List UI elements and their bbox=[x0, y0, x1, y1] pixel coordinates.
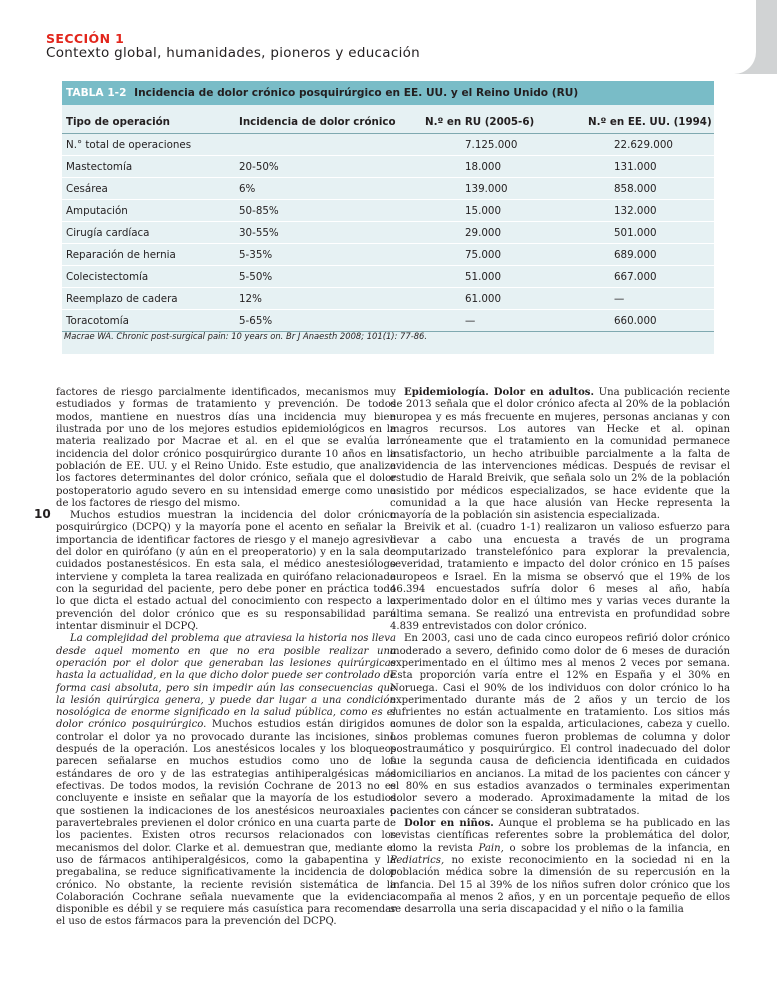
table-cell: Cesárea bbox=[62, 178, 235, 200]
incidence-table-box bbox=[62, 81, 714, 354]
section-heading: Dolor en niños. bbox=[404, 817, 494, 829]
paragraph: Muchos estudios muestran la incidencia del dolor crónico posquirúrgico (DCPQ) y la mayoría pone el acento en señalar la importancia de identificar factores de riesgo y el manejo agresivo del dolor en quirófano (y aún en el preoperatorio) y en la sala de cuidados postanestésicos. En esta sala, el médico anestesiólogo interviene y completa la tarea realizada en quirófano relacionada con la seguridad del paciente, pero debe poner en práctica todo lo que dicta el estado actual del conocimiento con respecto a la prevención del dolor crónico que es su responsabilidad para intentar disminuir el DCPQ. bbox=[56, 510, 396, 632]
paragraph: En 2003, casi uno de cada cinco europeos refirió dolor crónico moderado a severo, definido como dolor de 6 meses de duración experimentado en el último mes al menos 2 veces por semana. Esta proporción varía entre el 12% en España y el 30% en Noruega. Casi el 90% de los individuos con dolor crónico lo ha experimentado durante más de 2 años y un tercio de los sufrientes no están actualmente en tratamiento. Los sitios más comunes de dolor son la espalda, articulaciones, cabeza y cuello. Los problemas comunes fueron problemas de columna y dolor postraumático y posquirúrgico. El control inadecuado del dolor fue la segunda causa de deficiencia identificada en cuidados domiciliarios en ancianos. La mitad de los pacientes con cáncer y el 80% en sus estadios avanzados o terminales experimentan dolor severo a moderado. Aproximadamente la mitad de los pacientes con cáncer se consideran subtratados. bbox=[390, 633, 730, 817]
paragraph-text: no existe reconocimiento en la sociedad ni en la población médica sobre la dimensión de su repercusión en la infancia. Del 15 al 39% de los niños sufren dolor crónico que los acompaña al menos 2 años, y en un porcentaje pequeño de ellos se desarrolla una seria discapacidad y el niño o la familia bbox=[390, 854, 730, 916]
incidence-table bbox=[62, 111, 714, 332]
journal-name: Pain, bbox=[478, 842, 504, 854]
table-cell: 22.629.000 bbox=[584, 134, 714, 156]
table-cell: N.° total de operaciones bbox=[62, 134, 235, 156]
paragraph-text: o sobre los problemas de la infancia, en bbox=[503, 842, 730, 854]
table-row bbox=[62, 310, 714, 332]
paragraph: factores de riesgo parcialmente identificados, mecanismos muy estudiados y formas de tratamiento y prevención. De todos modos, mantiene en nuestros días una incidencia muy bien ilustrada por uno de los mejores estudios epidemiológicos en la materia realizado por Macrae et al. en el que se evalúa la incidencia del dolor crónico posquirúrgico durante 10 años en la población de EE. UU. y el Reino Unido. Este estudio, que analiza los factores determinantes del dolor crónico, señala que el dolor postoperatorio agudo severo en su intensidad emerge como uno de los factores de riesgo del mismo. bbox=[56, 387, 396, 509]
table-title-bar bbox=[62, 81, 714, 105]
table-title: Incidencia de dolor crónico posquirúrgico en EE. UU. y el Reino Unido (RU) bbox=[134, 87, 579, 99]
table-row bbox=[62, 244, 714, 266]
table-cell: 5-50% bbox=[235, 266, 421, 288]
table-cell: 15.000 bbox=[421, 200, 584, 222]
table-cell: Reparación de hernia bbox=[62, 244, 235, 266]
table-cell: 51.000 bbox=[421, 266, 584, 288]
table-row bbox=[62, 156, 714, 178]
table-cell: 75.000 bbox=[421, 244, 584, 266]
table-header-row bbox=[62, 111, 714, 134]
page-number: 10 bbox=[34, 507, 51, 521]
paragraph bbox=[390, 387, 730, 522]
italic-text: La complejidad del problema que atraviesa la historia nos lleva desde aquel momento en que no era posible realizar una operación por el dolor que generaban las lesiones quirúrgicas hasta la actualidad, en la que dicho dolor puede ser controlado de forma casi absoluta, pero sin impedir aún las consecuencias que la lesión quirúrgica genera, y puede dar lugar a una condición nosológica de enorme significado en la salud pública, como es el dolor crónico posquirúrgico. bbox=[56, 633, 396, 731]
section-header bbox=[0, 0, 777, 74]
table-cell: 30-55% bbox=[235, 222, 421, 244]
paragraph bbox=[56, 633, 396, 929]
paragraph-text: Una publicación reciente de 2013 señala que el dolor crónico afecta al 20% de la población europea y es más frecuente en mujeres, personas ancianas y con magros recursos. Los autores van Hecke et al. opinan erróneamente que el tratamiento en la comunidad permanece insatisfactorio, un hecho atribuible parcialmente a la falta de evidencia de las intervenciones médicas. Después de revisar el estudio de Harald Breivik, que señala solo un 2% de la población asistido por médicos especializados, se hace evidente que la comunidad a la que hace alusión van Hecke representa la mayoría de la población sin asistencia especializada. bbox=[390, 387, 730, 522]
table-cell: 139.000 bbox=[421, 178, 584, 200]
table-row bbox=[62, 134, 714, 156]
table-cell: 667.000 bbox=[584, 266, 714, 288]
table-cell bbox=[235, 134, 421, 156]
section-label: SECCIÓN 1 bbox=[46, 31, 125, 46]
table-row bbox=[62, 222, 714, 244]
table-source: Macrae WA. Chronic post-surgical pain: 10 years on. Br J Anaesth 2008; 101(1): 77-86. bbox=[64, 331, 428, 341]
table-cell: Cirugía cardíaca bbox=[62, 222, 235, 244]
table-cell: 6% bbox=[235, 178, 421, 200]
table-cell: 29.000 bbox=[421, 222, 584, 244]
column-header: Tipo de operación bbox=[62, 111, 235, 134]
paragraph bbox=[390, 818, 730, 917]
section-subtitle: Contexto global, humanidades, pioneros y educación bbox=[46, 45, 421, 61]
table-cell: — bbox=[421, 310, 584, 332]
table-row bbox=[62, 288, 714, 310]
paragraph: Breivik et al. (cuadro 1-1) realizaron un valioso esfuerzo para llevar a cabo una encuesta a través de un programa computarizado transtelefónico para explorar la prevalencia, severidad, tratamiento e impacto del dolor crónico en 15 países europeos e Israel. En la misma se observó que el 19% de los 46.394 encuestados sufría dolor 6 meses al año, había experimentado dolor en el último mes y varias veces durante la última semana. Se realizó una entrevista en profundidad sobre 4.839 entrevistados con dolor crónico. bbox=[390, 522, 730, 632]
left-column bbox=[56, 387, 396, 929]
right-column bbox=[390, 387, 730, 916]
table-cell: Toracotomía bbox=[62, 310, 235, 332]
journal-name: Pediatrics, bbox=[390, 854, 445, 866]
table-cell: 5-65% bbox=[235, 310, 421, 332]
column-header: N.º en RU (2005-6) bbox=[421, 111, 584, 134]
table-cell: 7.125.000 bbox=[421, 134, 584, 156]
table-cell: Colecistectomía bbox=[62, 266, 235, 288]
table-cell: 12% bbox=[235, 288, 421, 310]
table-number: TABLA 1-2 bbox=[66, 87, 127, 99]
paragraph-text: Aunque el problema se ha publicado en las revistas científicas referentes sobre la problemática del dolor, como la revista bbox=[390, 817, 730, 854]
table-cell: Reemplazo de cadera bbox=[62, 288, 235, 310]
table-cell: Mastectomía bbox=[62, 156, 235, 178]
table-row bbox=[62, 178, 714, 200]
table-row bbox=[62, 200, 714, 222]
section-header-panel bbox=[0, 0, 756, 74]
table-cell: 50-85% bbox=[235, 200, 421, 222]
table-cell: 132.000 bbox=[584, 200, 714, 222]
table-cell: 20-50% bbox=[235, 156, 421, 178]
table-cell: 689.000 bbox=[584, 244, 714, 266]
table-cell: — bbox=[584, 288, 714, 310]
table-cell: 5-35% bbox=[235, 244, 421, 266]
column-header: Incidencia de dolor crónico bbox=[235, 111, 421, 134]
table-cell: 858.000 bbox=[584, 178, 714, 200]
section-heading: Epidemiología. Dolor en adultos. bbox=[404, 387, 594, 398]
table-cell: 18.000 bbox=[421, 156, 584, 178]
table-cell: 61.000 bbox=[421, 288, 584, 310]
paragraph-text: Muchos estudios están dirigidos a controlar el dolor ya no provocado durante las incisiones, sino después de la operación. Los anestésicos locales y los bloqueos parecen señalarse en muchos estudios como uno de los estándares de oro y de las estrategias antihiperalgésicas más efectivas. De todos modos, la revisión Cochrane de 2013 no es concluyente e insiste en señalar que la mayoría de los estudios que sostienen la indicaciones de los anestésicos neuroaxiales o paravertebrales previenen el dolor crónico en una cuarta parte de los pacientes. Existen otros recursos relacionados con los mecanismos del dolor. Clarke et al. demuestran que, mediante el uso de fármacos antihiperalgésicos, como la gabapentina y la pregabalina, se reduce significativamente la incidencia de dolor crónico. No obstante, la reciente revisión sistemática de la Colaboración Cochrane señala nuevamente que la evidencia disponible es débil y se requiere más casuística para recomendar el uso de estos fármacos para la prevención del DCPQ. bbox=[56, 719, 396, 928]
table-cell: 131.000 bbox=[584, 156, 714, 178]
table-cell: 660.000 bbox=[584, 310, 714, 332]
column-header: N.º en EE. UU. (1994) bbox=[584, 111, 714, 134]
table-cell: Amputación bbox=[62, 200, 235, 222]
table-cell: 501.000 bbox=[584, 222, 714, 244]
table-row bbox=[62, 266, 714, 288]
